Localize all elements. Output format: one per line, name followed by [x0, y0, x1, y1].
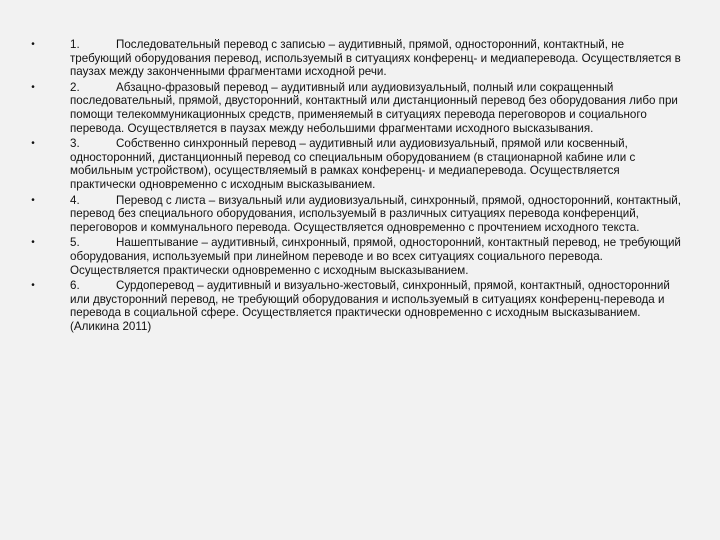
item-text: Последовательный перевод с записью – аудитивный, прямой, односторонний, контактный, не требующий оборудования перевод, используемый в ситуациях конференц- и медиаперевода. Осуществляется в паузах между законченными фрагментами исходной речи.: [70, 38, 681, 79]
bullet-icon: •: [31, 237, 35, 249]
list-item: [28, 194, 688, 235]
list-item: [28, 236, 688, 277]
bullet-list: [28, 38, 688, 335]
bullet-icon: •: [31, 81, 35, 93]
bullet-icon: •: [31, 194, 35, 206]
bullet-icon: •: [31, 39, 35, 50]
bullet-icon: •: [31, 138, 35, 150]
item-number: 3.: [70, 137, 80, 151]
list-item: [28, 279, 688, 333]
list-item: [28, 81, 688, 135]
item-text: Нашептывание – аудитивный, синхронный, прямой, односторонний, контактный перевод, не требующий оборудования, используемый при линейном переводе и во всех ситуациях социального перевода. Осуществляется практически одновременно с исходным высказыванием.: [70, 236, 681, 277]
item-number: 5.: [70, 236, 80, 250]
list-item: [28, 38, 688, 79]
item-number: 2.: [70, 80, 80, 94]
item-text: Сурдоперевод – аудитивный и визуально-жестовый, синхронный, прямой, контактный, односторонний или двусторонний перевод, не требующий оборудования и используемый в ситуациях конференц-перевода и перевода в социальной сфере. Осуществляется практически одновременно с исходным высказыванием. (Аликина 2011): [70, 279, 670, 333]
item-number: 6.: [70, 279, 80, 293]
item-number: 1.: [70, 38, 80, 51]
item-text: Перевод с листа – визуальный или аудиовизуальный, синхронный, прямой, односторонний, контактный, перевод без специального оборудования, используемый в различных ситуациях перевода конференций, переговоров и коммунального перевода. Осуществляется одновременно с прочтением исходного текста.: [70, 193, 681, 234]
item-number: 4.: [70, 193, 80, 207]
bullet-icon: •: [31, 280, 35, 292]
list-item: [28, 137, 688, 191]
item-text: Абзацно-фразовый перевод – аудитивный или аудиовизуальный, полный или сокращенный последовательный, прямой, двусторонний, контактный или дистанционный перевод без оборудования либо при помощи телекоммуникационных средств, применяемый в ситуациях перевода переговоров и социального перевода. Осуществляется в паузах между небольшими фрагментами исходного высказывания.: [70, 80, 678, 135]
item-text: Собственно синхронный перевод – аудитивный или аудиовизуальный, прямой или косвенный, односторонний, дистанционный перевод со специальным оборудованием (в стационарной кабине или с мобильным устройством), осуществляемый в рамках конференц- и медиаперевода. Осуществляется практически одновременно с исходным высказыванием.: [70, 137, 636, 191]
